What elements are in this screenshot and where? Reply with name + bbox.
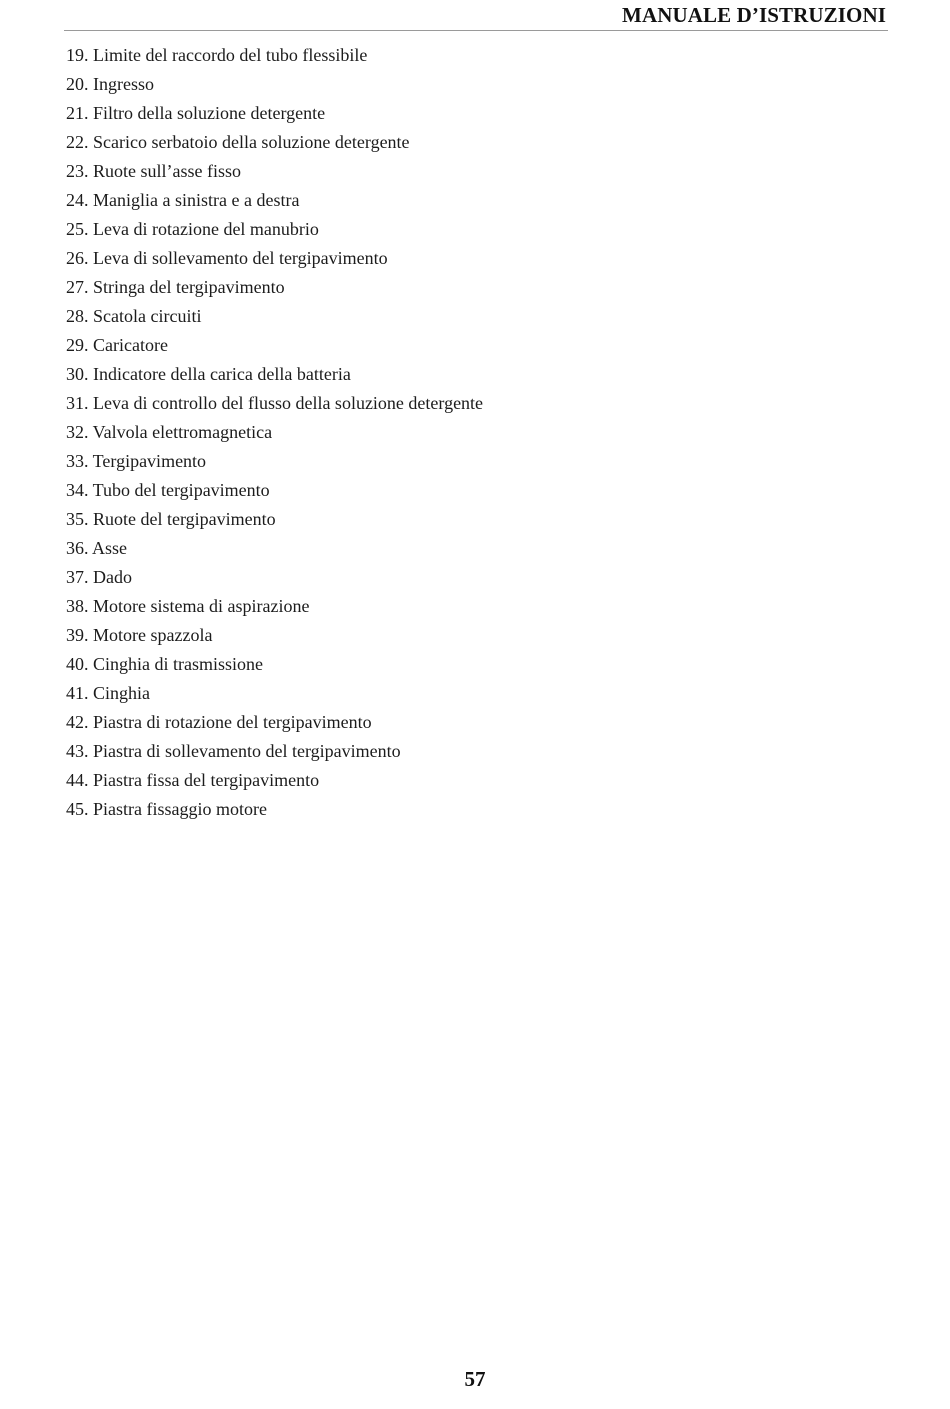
- parts-list-item: 28. Scatola circuiti: [66, 306, 202, 326]
- parts-list-item: 42. Piastra di rotazione del tergipavimento: [66, 712, 372, 732]
- parts-list-item: 34. Tubo del tergipavimento: [66, 480, 270, 500]
- parts-list-item: 37. Dado: [66, 567, 132, 587]
- parts-list-item: 33. Tergipavimento: [66, 451, 207, 471]
- parts-list-item: 36. Asse: [66, 538, 128, 558]
- parts-list-item: 44. Piastra fissa del tergipavimento: [66, 770, 320, 790]
- parts-list-item: 43. Piastra di sollevamento del tergipavimento: [66, 741, 401, 761]
- parts-list-item: 40. Cinghia di trasmissione: [66, 654, 263, 674]
- parts-list-item: 19. Limite del raccordo del tubo flessibile: [66, 45, 368, 65]
- parts-list-item: 24. Maniglia a sinistra e a destra: [66, 190, 300, 210]
- manual-title: MANUALE D’ISTRUZIONI: [622, 3, 886, 27]
- parts-list-item: 38. Motore sistema di aspirazione: [66, 596, 310, 616]
- parts-list-item: 23. Ruote sull’asse fisso: [66, 161, 241, 181]
- parts-list-item: 30. Indicatore della carica della batteria: [66, 364, 351, 384]
- parts-list-item: 21. Filtro della soluzione detergente: [66, 103, 326, 123]
- parts-list-item: 25. Leva di rotazione del manubrio: [66, 219, 319, 239]
- parts-list-item: 27. Stringa del tergipavimento: [66, 277, 285, 297]
- parts-list-item: 26. Leva di sollevamento del tergipavimento: [66, 248, 388, 268]
- page-number: 57: [464, 1367, 486, 1391]
- parts-list: [66, 41, 483, 824]
- page-header: [64, 0, 888, 31]
- parts-list-item: 32. Valvola elettromagnetica: [66, 422, 273, 442]
- parts-list-item: 41. Cinghia: [66, 683, 150, 703]
- parts-list-item: 20. Ingresso: [66, 74, 154, 94]
- parts-list-item: 29. Caricatore: [66, 335, 168, 355]
- parts-list-item: 39. Motore spazzola: [66, 625, 213, 645]
- parts-list-item: 35. Ruote del tergipavimento: [66, 509, 276, 529]
- parts-list-item: 31. Leva di controllo del flusso della soluzione detergente: [66, 393, 484, 413]
- parts-list-item: 45. Piastra fissaggio motore: [66, 799, 267, 819]
- parts-list-item: 22. Scarico serbatoio della soluzione detergente: [66, 132, 410, 152]
